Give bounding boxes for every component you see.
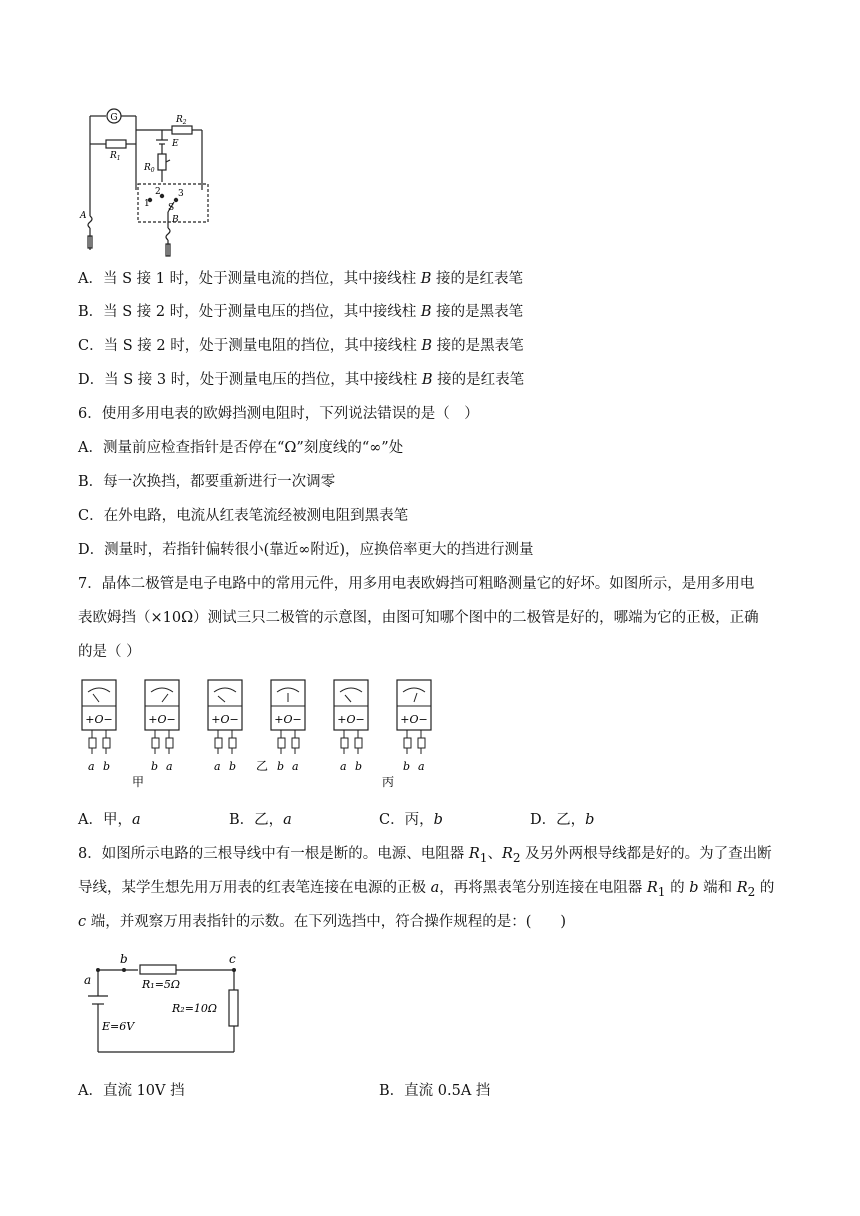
q8-option-b: B．直流 0.5A 挡 bbox=[379, 1083, 491, 1099]
q8-option-a: A．直流 10V 挡 bbox=[78, 1083, 185, 1099]
probe-right-label: b bbox=[229, 760, 237, 773]
q6-option-c: C．在外电路，电流从红表笔流经被测电阻到黑表笔 bbox=[78, 508, 409, 524]
q8-stem-line2: 导线，某学生想先用万用表的红表笔连接在电源的正极 a，再将黑表笔分别连接在电阻器 $R_1$ 的 b 端和 $R_2$ 的 bbox=[78, 880, 775, 899]
probe-left-label: b bbox=[151, 760, 159, 773]
ohmmeter-5 bbox=[334, 680, 368, 773]
ohmmeter-1 bbox=[82, 680, 116, 773]
node-a-label: a bbox=[84, 973, 92, 987]
meter-face-label: +O− bbox=[211, 713, 239, 726]
q8-stem-line3: c 端，并观察万用表指针的示数。在下列选挡中，符合操作规程的是：( ) bbox=[78, 914, 567, 930]
svg-text:R1: $R_1$ bbox=[110, 151, 121, 162]
ohmmeter-4 bbox=[271, 680, 305, 773]
meter-face-label: +O− bbox=[274, 713, 302, 726]
svg-text:R2: $R_2$ bbox=[176, 115, 187, 126]
probe-left-label: a bbox=[340, 760, 347, 773]
probe-right-label: b bbox=[355, 760, 363, 773]
ohmmeter-3 bbox=[208, 680, 242, 773]
group-label-jia: 甲 bbox=[132, 775, 145, 789]
svg-text:S: S bbox=[168, 203, 175, 213]
probe-left-label: b bbox=[403, 760, 411, 773]
q5-option-b: B．当 S 接 2 时，处于测量电压的挡位，其中接线柱 B 接的是黑表笔 bbox=[78, 304, 524, 320]
probe-right-label: a bbox=[292, 760, 299, 773]
svg-text:B: B bbox=[172, 215, 179, 225]
meter-face-label: +O− bbox=[400, 713, 428, 726]
q6-option-d: D．测量时，若指针偏转很小(靠近∞附近)，应换倍率更大的挡进行测量 bbox=[78, 542, 534, 558]
ohmmeter-2 bbox=[145, 680, 179, 773]
q6-option-b: B．每一次换挡，都要重新进行一次调零 bbox=[78, 474, 336, 490]
probe-right-label: a bbox=[418, 760, 425, 773]
emf-label: E=6V bbox=[102, 1020, 135, 1033]
q8-stem-line1: 8．如图所示电路的三根导线中有一根是断的。电源、电阻器 $R_1$、$R_2$ 及另外两根导线都是好的。为了查出断 bbox=[78, 846, 772, 865]
svg-text:2: 2 bbox=[155, 187, 161, 197]
q5-option-a: A．当 S 接 1 时，处于测量电流的挡位，其中接线柱 B 接的是红表笔 bbox=[78, 271, 523, 287]
r2-label: R₂=10Ω bbox=[172, 1002, 218, 1015]
q7-option-b: B．乙，a bbox=[229, 812, 292, 828]
probe-right-label: a bbox=[166, 760, 173, 773]
node-b-label: b bbox=[120, 952, 128, 966]
diode-test-figure bbox=[80, 676, 450, 796]
svg-text:3: 3 bbox=[178, 189, 184, 199]
svg-text:A: A bbox=[80, 211, 87, 221]
q7-option-a: A．甲，a bbox=[78, 812, 141, 828]
meter-face-label: +O− bbox=[337, 713, 365, 726]
q7-stem-line1: 7．晶体二极管是电子电路中的常用元件，用多用电表欧姆挡可粗略测量它的好坏。如图所示，是用多用电 bbox=[78, 576, 755, 592]
group-label-yi: 乙 bbox=[256, 759, 269, 773]
svg-text:1: 1 bbox=[144, 199, 150, 209]
galvanometer-label: G bbox=[110, 113, 118, 123]
q7-stem-line2: 表欧姆挡（×10Ω）测试三只二极管的示意图，由图可知哪个图中的二极管是好的，哪端为它的正极，正确 bbox=[78, 610, 759, 626]
probe-right-label: b bbox=[103, 760, 111, 773]
node-c-label: c bbox=[229, 952, 236, 966]
q6-option-a: A．测量前应检查指针是否停在“Ω”刻度线的“∞”处 bbox=[78, 440, 404, 456]
multimeter-circuit-figure bbox=[78, 100, 218, 260]
group-label-bing: 丙 bbox=[382, 775, 395, 789]
ohmmeter-6 bbox=[397, 680, 431, 773]
probe-left-label: a bbox=[214, 760, 221, 773]
svg-text:E: E bbox=[172, 139, 179, 149]
broken-wire-circuit-figure bbox=[78, 950, 258, 1060]
q6-stem: 6．使用多用电表的欧姆挡测电阻时，下列说法错误的是（ ） bbox=[78, 406, 479, 422]
q7-stem-line3: 的是（ ） bbox=[78, 644, 141, 660]
meter-face-label: +O− bbox=[85, 713, 113, 726]
meter-face-label: +O− bbox=[148, 713, 176, 726]
q7-option-c: C．丙，b bbox=[379, 812, 443, 828]
probe-left-label: a bbox=[88, 760, 95, 773]
q5-option-c: C．当 S 接 2 时，处于测量电阻的挡位，其中接线柱 B 接的是黑表笔 bbox=[78, 338, 524, 354]
probe-left-label: b bbox=[277, 760, 285, 773]
r1-label: R₁=5Ω bbox=[142, 978, 181, 991]
q7-option-d: D．乙，b bbox=[530, 812, 595, 828]
svg-text:R0: $R_0$ bbox=[144, 163, 155, 174]
q5-option-d: D．当 S 接 3 时，处于测量电压的挡位，其中接线柱 B 接的是红表笔 bbox=[78, 372, 525, 388]
